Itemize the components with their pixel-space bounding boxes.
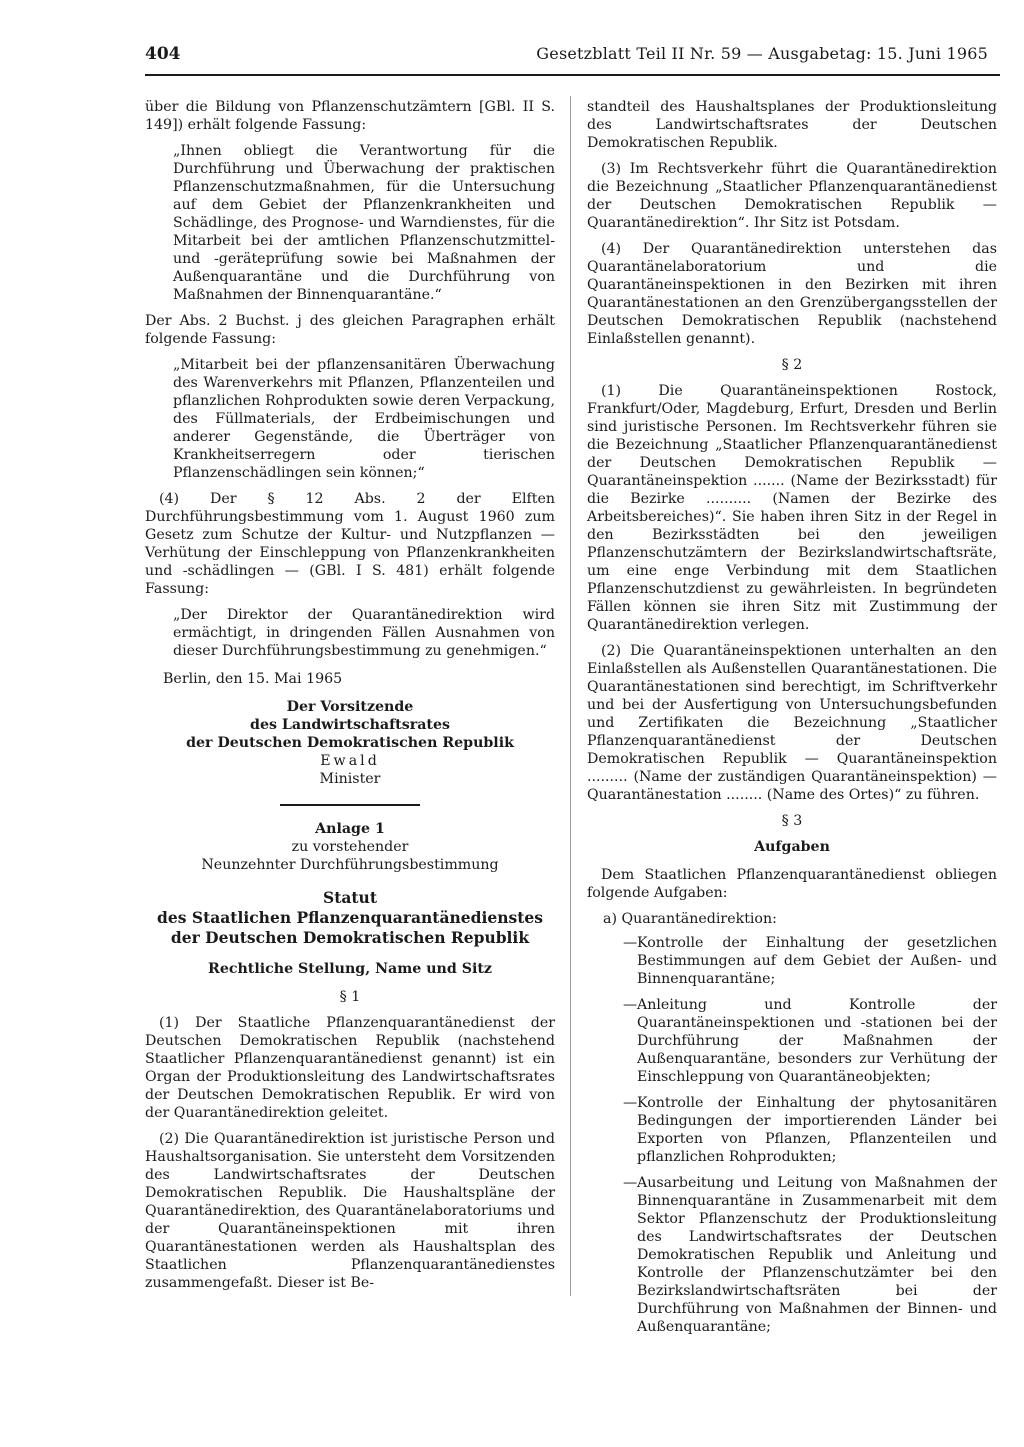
paragraph: (1) Der Staatliche Pflanzenquarantänedienst der Deutschen Demokratischen Republik (nachstehend Staatlicher Pflanzenquarantänedienst genannt) ist ein Organ der Produktionsleitung des Landwirtschaftsrates der Deutschen Demokratischen Republik. Er wird von der Quarantänedirektion geleitet. bbox=[145, 1015, 555, 1121]
list-item bbox=[587, 996, 997, 1086]
signatory-name: Ewald bbox=[320, 753, 380, 769]
signatory-line: der Deutschen Demokratischen Republik bbox=[186, 735, 514, 751]
paragraph-mark: § 1 bbox=[339, 989, 361, 1005]
list-item bbox=[587, 934, 997, 988]
annex-subtitle-line: Neunzehnter Durchführungsbestimmung bbox=[201, 857, 499, 873]
list-item bbox=[587, 1174, 997, 1336]
separator-rule bbox=[280, 804, 420, 806]
paragraph: Der Abs. 2 Buchst. j des gleichen Paragraphen erhält folgende Fassung: bbox=[145, 313, 555, 347]
page-header bbox=[145, 40, 1000, 76]
paragraph: (2) Die Quarantänedirektion ist juristische Person und Haushaltsorganisation. Sie untersteht dem Vorsitzenden des Landwirtschaftsrates der Deutschen Demokratischen Republik. Die Haushaltspläne der Quarantänedirektion, des Quarantänelaboratoriums und der Quarantäneinspektionen mit ihren Quarantänestationen werden als Haushaltsplan des Staatlichen Pflanzenquarantänedienstes zusammengefaßt. Dieser ist Be- bbox=[145, 1131, 555, 1291]
signatory-line: des Landwirtschaftsrates bbox=[250, 717, 450, 733]
dash-bullet: — bbox=[623, 1175, 638, 1191]
quoted-amendment: „Mitarbeit bei der pflanzensanitären Überwachung des Warenverkehrs mit Pflanzen, Pflanzenteilen und pflanzlichen Rohprodukten sowie deren Verpackung, des Füllmaterials, der Erdbeimischungen und anderer Gegenstände, die Überträger von Krankheitserregern oder tierischen Pflanzenschädlingen sein können;“ bbox=[173, 357, 555, 481]
statute-title-line: des Staatlichen Pflanzenquarantänedienstes bbox=[157, 908, 543, 927]
paragraph: (3) Im Rechtsverkehr führt die Quarantänedirektion die Bezeichnung „Staatlicher Pflanzenquarantänedienst der Deutschen Demokratischen Republik — Quarantänedirektion“. Ihr Sitz ist Potsdam. bbox=[587, 161, 997, 231]
paragraph: über die Bildung von Pflanzenschutzämtern [GBl. II S. 149]) erhält folgende Fassung: bbox=[145, 99, 555, 133]
paragraph: (4) Der Quarantänedirektion unterstehen das Quarantänelaboratorium und die Quarantäneinspektionen in den Bezirken mit ihren Quarantänestationen an den Grenzübergangsstellen der Deutschen Demokratischen Republik (nachstehend Einlaßstellen genannt). bbox=[587, 241, 997, 347]
paragraph: (2) Die Quarantäneinspektionen unterhalten an den Einlaßstellen als Außenstellen Quarantänestationen. Die Quarantänestationen sind berechtigt, im Schriftverkehr und bei der Ausfertigung von Untersuchungsbefunden und Zertifikaten die Bezeichnung „Staatlicher Pflanzenquarantänedienst der Deutschen Demokratischen Republik — Quarantäneinspektion ......... (Name der zuständigen Quarantäneinspektion) — Quarantänestation ........ (Name des Ortes)“ zu führen. bbox=[587, 643, 997, 803]
list-item-text: Anleitung und Kontrolle der Quarantäneinspektionen und -stationen bei der Durchführung der Maßnahmen der Außenquarantäne, besonders zur Verhütung der Einschleppung von Quarantäneobjekten; bbox=[637, 997, 997, 1085]
signing-date: Berlin, den 15. Mai 1965 bbox=[163, 671, 343, 687]
signatory-line: Der Vorsitzende bbox=[286, 699, 414, 715]
quoted-amendment: „Der Direktor der Quarantänedirektion wird ermächtigt, in dringenden Fällen Ausnahmen von dieser Durchführungsbestimmung zu genehmigen.“ bbox=[173, 607, 555, 659]
right-column bbox=[587, 98, 997, 1344]
running-head: Gesetzblatt Teil II Nr. 59 — Ausgabetag: 15. Juni 1965 bbox=[536, 44, 988, 63]
list-item-text: Kontrolle der Einhaltung der gesetzlichen Bestimmungen auf dem Gebiet der Außen- und Binnenquarantäne; bbox=[637, 935, 997, 987]
signatory-title: Minister bbox=[319, 771, 381, 787]
paragraph: (1) Die Quarantäneinspektionen Rostock, Frankfurt/Oder, Magdeburg, Erfurt, Dresden und Berlin sind juristische Personen. Im Rechtsverkehr führen sie die Bezeichnung „Staatlicher Pflanzenquarantänedienst der Deutschen Demokratischen Republik — Quarantäneinspektion ....... (Name der Bezirksstadt) für die Bezirke .......... (Namen der Bezirke des Arbeitsbereiches)“. Sie haben ihren Sitz in der Regel in den Bezirksstädten bei den jeweiligen Pflanzenschutzämtern der Bezirkslandwirtschaftsräte, um eine enge Verbindung mit dem Staatlichen Pflanzenschutzdienst zu gewährleisten. In begründeten Fällen können sie ihren Sitz mit Zustimmung der Quarantänedirektion verlegen. bbox=[587, 383, 997, 633]
statute-title-line: Statut bbox=[323, 888, 377, 907]
dash-bullet: — bbox=[623, 997, 638, 1013]
statute-title bbox=[145, 888, 555, 948]
list-item-text: Ausarbeitung und Leitung von Maßnahmen der Binnenquarantäne in Zusammenarbeit mit dem Sektor Pflanzenschutz der Produktionsleitung des Landwirtschaftsrates der Deutschen Demokratischen Republik und Anleitung und Kontrolle der Pflanzenschutzämter bei den Bezirkslandwirtschaftsräten bei der Durchführung von Maßnahmen der Binnen- und Außenquarantäne; bbox=[637, 1175, 997, 1335]
paragraph: Dem Staatlichen Pflanzenquarantänedienst obliegen folgende Aufgaben: bbox=[587, 867, 997, 901]
signature-block bbox=[145, 698, 555, 788]
annex-subtitle-line: zu vorstehender bbox=[291, 839, 409, 855]
annex-subtitle bbox=[145, 838, 555, 874]
paragraph: standteil des Haushaltsplanes der Produktionsleitung des Landwirtschaftsrates der Deutschen Demokratischen Republik. bbox=[587, 99, 997, 151]
annex-title: Anlage 1 bbox=[315, 821, 385, 837]
page-number: 404 bbox=[145, 44, 181, 64]
paragraph: (4) Der § 12 Abs. 2 der Elften Durchführungsbestimmung vom 1. August 1960 zum Gesetz zum Schutze der Kultur- und Nutzpflanzen — Verhütung der Einschleppung von Pflanzenkrankheiten und -schädlingen — (GBl. I S. 481) erhält folgende Fassung: bbox=[145, 491, 555, 597]
section-heading: Rechtliche Stellung, Name und Sitz bbox=[208, 961, 492, 977]
column-divider bbox=[570, 96, 571, 1296]
quoted-amendment: „Ihnen obliegt die Verantwortung für die Durchführung und Überwachung der praktischen Pflanzenschutzmaßnahmen, für die Untersuchung auf dem Gebiet der Pflanzenkrankheiten und Schädlinge, des Prognose- und Warndienstes, für die Mitarbeit bei der amtlichen Pflanzenschutzmittel- und -geräteprüfung sowie bei Maßnahmen der Außenquarantäne und die Durchführung von Maßnahmen der Binnenquarantäne.“ bbox=[173, 143, 555, 303]
dash-bullet: — bbox=[623, 935, 638, 951]
statute-title-line: der Deutschen Demokratischen Republik bbox=[170, 928, 530, 947]
list-item-text: Kontrolle der Einhaltung der phytosanitären Bedingungen der importierenden Länder bei Exporten von Pflanzen, Pflanzenteilen und pflanzlichen Rohprodukten; bbox=[637, 1095, 997, 1165]
list-item bbox=[587, 1094, 997, 1166]
dash-bullet: — bbox=[623, 1095, 638, 1111]
section-heading: Aufgaben bbox=[754, 839, 830, 855]
list-heading: a) Quarantänedirektion: bbox=[603, 911, 777, 927]
left-column bbox=[145, 98, 555, 1300]
paragraph-mark: § 3 bbox=[781, 813, 803, 829]
paragraph-mark: § 2 bbox=[781, 357, 803, 373]
